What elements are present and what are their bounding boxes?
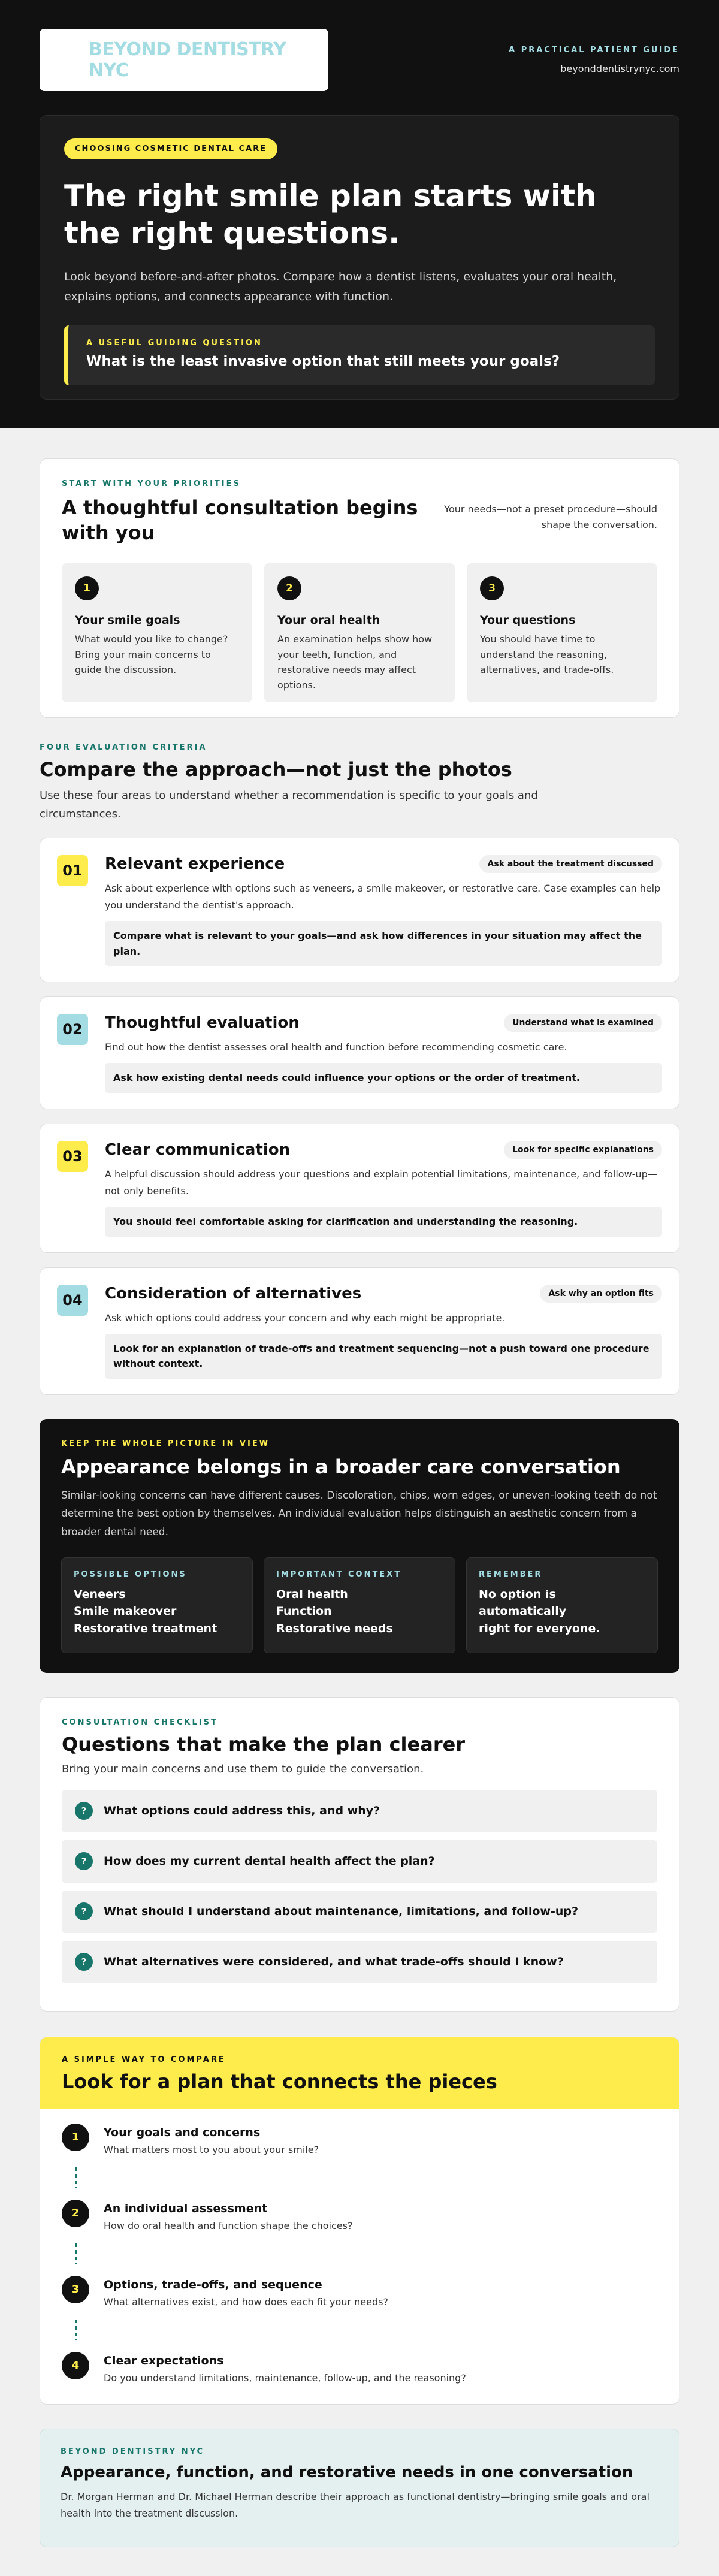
criterion-tip: Ask how existing dental needs could influence your options or the order of treatment. <box>105 1063 662 1093</box>
checklist-item <box>62 1941 657 1983</box>
criterion-tip: Look for an explanation of trade-offs and treatment sequencing—not a push toward one procedure without context. <box>105 1334 662 1379</box>
criterion-card <box>40 996 679 1109</box>
plan-section <box>40 2037 679 2405</box>
hero-section <box>0 0 719 428</box>
criterion-card <box>40 1124 679 1253</box>
priorities-title: A thoughtful consultation begins with you <box>62 496 418 544</box>
priority-number: 1 <box>75 576 99 600</box>
priority-card <box>264 563 455 702</box>
priority-card <box>467 563 657 702</box>
step-text: What alternatives exist, and how does each fit your needs? <box>104 2296 388 2308</box>
footer-kicker: BEYOND DENTISTRY NYC <box>61 2447 205 2456</box>
broader-card-line: Veneers <box>74 1587 126 1601</box>
criterion-tip: You should feel comfortable asking for clarification and understanding the reasoning. <box>105 1207 662 1237</box>
checklist-item <box>62 1891 657 1933</box>
question-mark-icon: ? <box>75 1852 93 1870</box>
broader-care-section <box>40 1419 679 1673</box>
broader-card-label: IMPORTANT CONTEXT <box>276 1569 402 1579</box>
criterion-title: Clear communication <box>105 1140 291 1159</box>
criterion-number: 03 <box>57 1141 88 1172</box>
criterion-tip: Compare what is relevant to your goals—and ask how differences in your situation may affect the plan. <box>105 921 662 966</box>
broader-kicker: KEEP THE WHOLE PICTURE IN VIEW <box>61 1439 270 1448</box>
checklist-kicker: CONSULTATION CHECKLIST <box>62 1717 218 1727</box>
question-mark-icon: ? <box>75 1802 93 1820</box>
step-title: Your goals and concerns <box>104 2125 261 2139</box>
question-mark-icon: ? <box>75 1902 93 1920</box>
step-title: An individual assessment <box>104 2201 268 2215</box>
plan-header <box>40 2037 679 2109</box>
guiding-question: What is the least invasive option that still meets your goals? <box>86 353 560 369</box>
guiding-question-label: A USEFUL GUIDING QUESTION <box>86 338 262 348</box>
guide-label: A PRACTICAL PATIENT GUIDE <box>509 46 679 55</box>
priority-number: 3 <box>480 576 504 600</box>
step-number: 4 <box>62 2352 89 2379</box>
step-title: Clear expectations <box>104 2354 224 2367</box>
criterion-tag: Ask about the treatment discussed <box>479 855 662 873</box>
criterion-card <box>40 1267 679 1395</box>
checklist-title: Questions that make the plan clearer <box>62 1732 466 1756</box>
criteria-subtitle: Use these four areas to understand whether a recommendation is specific to your goals and circumstances. <box>40 789 538 820</box>
broader-card-line: right for everyone. <box>479 1621 600 1635</box>
priorities-note: Your needs—not a preset procedure—should shape the conversation. <box>444 503 657 531</box>
criteria-kicker: FOUR EVALUATION CRITERIA <box>40 743 207 752</box>
step-title: Options, trade-offs, and sequence <box>104 2278 322 2291</box>
checklist-item <box>62 1790 657 1832</box>
checklist-question: What options could address this, and why? <box>104 1804 380 1818</box>
plan-step <box>62 2200 657 2231</box>
criterion-description: Ask which options could address your concern and why each might be appropriate. <box>105 1312 505 1324</box>
step-number: 3 <box>62 2276 89 2303</box>
checklist-question: What alternatives were considered, and what trade-offs should I know? <box>104 1955 564 1969</box>
top-bar <box>40 29 679 91</box>
step-number: 2 <box>62 2200 89 2227</box>
broader-card-label: POSSIBLE OPTIONS <box>74 1569 187 1579</box>
priority-text: What would you like to change? Bring your main concerns to guide the discussion. <box>75 633 228 676</box>
step-text: How do oral health and function shape the choices? <box>104 2219 353 2231</box>
footer-title: Appearance, function, and restorative needs in one conversation <box>61 2463 633 2481</box>
criterion-description: Find out how the dentist assesses oral health and function before recommending cosmetic care. <box>105 1041 567 1053</box>
broader-card-options <box>61 1557 253 1653</box>
broader-card-line: Restorative treatment <box>74 1621 217 1635</box>
criterion-title: Consideration of alternatives <box>105 1284 362 1303</box>
checklist-section <box>40 1697 679 2012</box>
priorities-section <box>40 458 679 718</box>
priority-title: Your oral health <box>277 614 380 627</box>
broader-card-line: No option is automatically <box>479 1587 567 1618</box>
priority-title: Your questions <box>480 614 576 627</box>
checklist-question: What should I understand about maintenance, limitations, and follow-up? <box>104 1905 578 1919</box>
plan-kicker: A SIMPLE WAY TO COMPARE <box>62 2055 226 2064</box>
hero-badge: CHOOSING COSMETIC DENTAL CARE <box>64 138 277 159</box>
hero-title: The right smile plan starts with the right questions. <box>64 179 597 250</box>
broader-card-context <box>264 1557 455 1653</box>
step-number: 1 <box>62 2124 89 2151</box>
priority-text: You should have time to understand the reasoning, alternatives, and trade-offs. <box>480 633 614 676</box>
priority-number: 2 <box>277 576 301 600</box>
criterion-card <box>40 838 679 982</box>
criterion-number: 01 <box>57 855 88 886</box>
logo-text: BEYOND DENTISTRY NYC <box>89 39 286 81</box>
step-connector <box>62 2308 89 2352</box>
criteria-header <box>40 743 679 823</box>
checklist-subtitle: Bring your main concerns and use them to guide the conversation. <box>62 1762 424 1775</box>
hero-card <box>40 115 679 400</box>
plan-title: Look for a plan that connects the pieces <box>62 2070 497 2093</box>
criterion-number: 04 <box>57 1285 88 1316</box>
priority-text: An examination helps show how your teeth, function, and restorative needs may affect options. <box>277 633 433 691</box>
broader-card-line: Oral health <box>276 1587 348 1601</box>
checklist-item <box>62 1840 657 1883</box>
broader-card-line: Function <box>276 1605 332 1618</box>
broader-card-line: Smile makeover <box>74 1605 177 1618</box>
criterion-description: A helpful discussion should address your questions and explain potential limitations, maintenance, and follow-up—not only benefits. <box>105 1168 657 1197</box>
plan-step <box>62 2352 657 2384</box>
broader-card-line: Restorative needs <box>276 1621 393 1635</box>
priority-title: Your smile goals <box>75 614 180 627</box>
step-connector <box>62 2231 89 2276</box>
step-text: What matters most to you about your smile? <box>104 2143 319 2155</box>
hero-subtitle: Look beyond before-and-after photos. Compare how a dentist listens, evaluates your oral health, explains options, and connects appearance with function. <box>64 270 617 304</box>
site-link[interactable]: beyonddentistrynyc.com <box>560 63 679 74</box>
broader-text: Similar-looking concerns can have different causes. Discoloration, chips, worn edges, or uneven-looking teeth do not determine the best option by themselves. An individual evaluation helps distinguish an aesthetic concern from a broader dental need. <box>61 1489 657 1538</box>
criterion-title: Relevant experience <box>105 855 285 874</box>
criterion-tag: Look for specific explanations <box>504 1141 662 1159</box>
criterion-number: 02 <box>57 1014 88 1045</box>
priority-card <box>62 563 252 702</box>
broader-card-remember <box>466 1557 658 1653</box>
plan-step <box>62 2276 657 2308</box>
top-right-info <box>509 29 679 74</box>
guiding-question-box <box>64 325 655 385</box>
footer-card <box>40 2429 679 2547</box>
checklist-question: How does my current dental health affect the plan? <box>104 1855 435 1868</box>
footer-text: Dr. Morgan Herman and Dr. Michael Herman describe their approach as functional dentistry—bringing smile goals and oral health into the treatment discussion. <box>61 2490 649 2519</box>
broader-card-label: REMEMBER <box>479 1569 543 1579</box>
criterion-tag: Understand what is examined <box>504 1014 662 1032</box>
criterion-description: Ask about experience with options such as veneers, a smile makeover, or restorative care. Case examples can help you understand the dentist's approach. <box>105 883 661 911</box>
step-connector <box>62 2155 89 2200</box>
broader-title: Appearance belongs in a broader care conversation <box>61 1455 621 1478</box>
question-mark-icon: ? <box>75 1953 93 1971</box>
criterion-title: Thoughtful evaluation <box>105 1014 300 1032</box>
bottom-spacer <box>0 2547 719 2576</box>
priorities-kicker: START WITH YOUR PRIORITIES <box>62 479 241 488</box>
plan-step <box>62 2124 657 2155</box>
criteria-title: Compare the approach—not just the photos <box>40 758 512 781</box>
logo[interactable] <box>40 29 328 91</box>
criterion-tag: Ask why an option fits <box>540 1285 662 1303</box>
step-text: Do you understand limitations, maintenance, follow-up, and the reasoning? <box>104 2372 466 2384</box>
